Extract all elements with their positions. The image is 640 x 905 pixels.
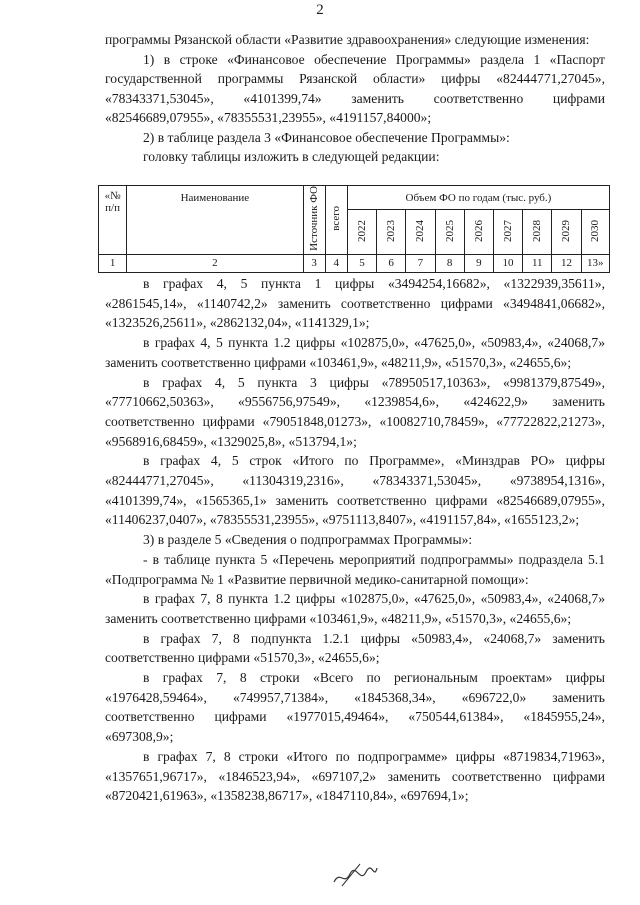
col-index: 6 [377,254,406,272]
col-index: 8 [435,254,464,272]
section-heading: 3) в разделе 5 «Сведения о подпрограммах Программы»: [143,532,473,548]
col-number-header: «№ п/п [99,186,127,255]
amendment-paragraph: в графах 4, 5 пункта 3 цифры «78950517,10363», «9981379,87549», «77710662,50363», «9556756,97549», «1239854,6», «424622,9» заменить соответственно цифрами «79051848,01273», «10082710,78459», «77722822,21273», «9568916,68459», «1329025,8», «513794,1»; [105,374,605,449]
table-header [98,185,610,273]
col-index: 2 [127,254,303,272]
year-label: 2022 [355,219,368,242]
year-header [435,210,464,255]
amendment-paragraph: в графах 7, 8 подпункта 1.2.1 цифры «50983,4», «24068,7» заменить соответственно цифрами «51570,3», «24655,6»; [105,630,605,666]
amendment-paragraph: в графах 4, 5 пункта 1 цифры «3494254,16682», «1322939,35611», «2861545,14», «1140742,2» заменить соответственно цифрами «3494841,06682», «1323526,25611», «2862132,04», «1141329,1»; [105,276,605,331]
col-index: 3 [303,254,325,272]
col-total-header [325,186,347,255]
year-label: 2028 [531,219,544,242]
col-index: 7 [406,254,435,272]
year-header [464,210,493,255]
page-number: 2 [316,2,324,18]
col-source-label: Источник ФО [308,186,321,251]
intro-line: программы Рязанской области «Развитие здравоохранения» следующие изменения: [105,32,590,47]
year-label: 2030 [589,219,602,242]
col-index: 11 [523,254,552,272]
col-index: 4 [325,254,347,272]
year-label: 2025 [443,219,456,242]
year-label: 2029 [560,219,573,242]
col-index: 9 [464,254,493,272]
intro-text [105,30,605,167]
year-label: 2026 [472,219,485,242]
col-name-header: Наименование [127,186,303,255]
year-header [406,210,435,255]
intro-item-3: головку таблицы изложить в следующей редакции: [143,149,440,164]
amendment-paragraph: в графах 4, 5 пункта 1.2 цифры «102875,0», «47625,0», «50983,4», «24068,7» заменить соответственно цифрами «103461,9», «48211,9», «51570,3», «24655,6»; [105,335,605,370]
col-index: 13» [581,254,609,272]
handwritten-initials [330,860,380,890]
intro-item-2: 2) в таблице раздела 3 «Финансовое обеспечение Программы»: [143,129,510,145]
col-index: 12 [552,254,581,272]
year-header [552,210,581,255]
year-label: 2027 [502,219,515,242]
col-years-group-header: Объем ФО по годам (тыс. руб.) [347,186,609,210]
col-source-header [303,186,325,255]
year-header [493,210,522,255]
amendment-paragraph: в графах 7, 8 строки «Всего по региональным проектам» цифры «1976428,59464», «749957,71384», «1845368,34», «696722,0» заменить соответственно цифрами «1977015,49464», «750544,61384», «1845955,24», «697308,9»; [105,670,605,745]
amendment-paragraph: - в таблице пункта 5 «Перечень мероприятий подпрограммы» подраздела 5.1 «Подпрограмма № 1 «Развитие первичной медико-санитарной помощи»: [105,551,605,587]
year-header [523,210,552,255]
amendment-paragraph: в графах 7, 8 пункта 1.2 цифры «102875,0», «47625,0», «50983,4», «24068,7» заменить соответственно цифрами «103461,9», «48211,9», «51570,3», «24655,6»; [105,591,605,626]
intro-item-1: 1) в строке «Финансовое обеспечение Программы» раздела 1 «Паспорт государственной программы Рязанской области» цифры «82444771,27045», «78343371,53045», «4101399,74» заменить соответственно цифрами «82546689,07955», «78355531,23955», «4191157,84000»; [105,51,605,125]
year-header [347,210,376,255]
year-header [377,210,406,255]
col-total-label: всего [330,206,343,231]
col-index: 10 [493,254,522,272]
amendment-paragraph: в графах 4, 5 строк «Итого по Программе», «Минздрав РО» цифры «82444771,27045», «11304319,2316», «78343371,53045», «9738954,1316», «4101399,74», «1565365,1» заменить соответственно цифрами «82546689,07955», «11406237,0407», «78355531,23955», «9751113,8407», «4191157,84», «1655123,2»; [105,453,605,528]
year-header [581,210,609,255]
year-label: 2023 [385,219,398,242]
amendments-text [105,274,605,806]
year-label: 2024 [414,219,427,242]
col-index: 5 [347,254,376,272]
amendment-paragraph: в графах 7, 8 строки «Итого по подпрограмме» цифры «8719834,71963», «1357651,96717», «1846523,94», «697107,2» заменить соответственно цифрами «8720421,61963», «1358238,86717», «1847110,84», «697694,1»; [105,748,605,804]
col-index: 1 [99,254,127,272]
